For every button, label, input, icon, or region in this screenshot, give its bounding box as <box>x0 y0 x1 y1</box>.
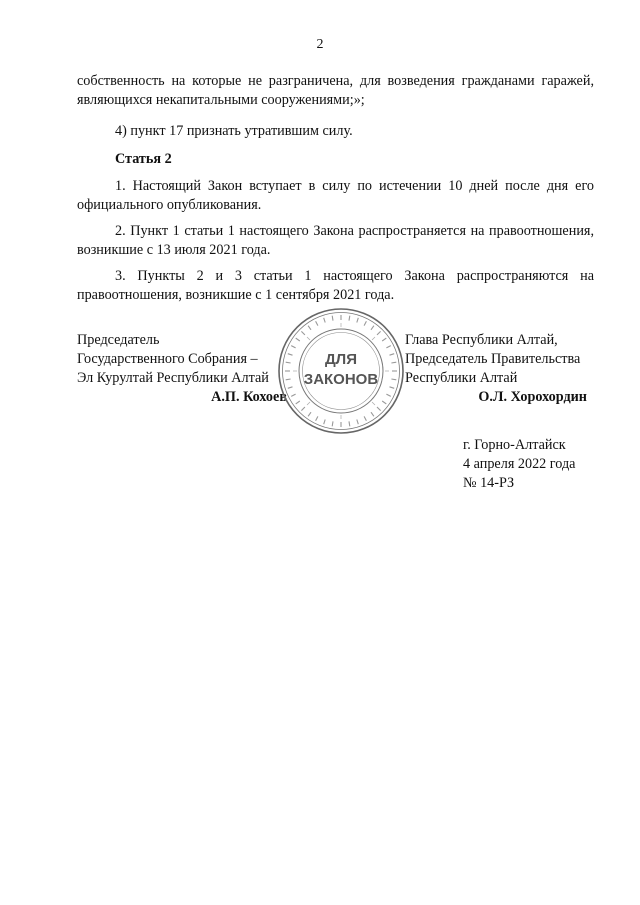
signature-left <box>77 331 287 407</box>
signature-left-name: А.П. Кохоев <box>211 389 287 405</box>
document-body <box>77 72 594 305</box>
document-number: № 14-РЗ <box>463 475 515 491</box>
paragraph-continuation: собственность на которые не разграничена, для возведения гражданами гаражей, являющихся некапитальными сооружениями;»; <box>77 73 594 108</box>
paragraph-item-4: 4) пункт 17 признать утратившим силу. <box>115 123 353 139</box>
place-date-number <box>463 436 575 493</box>
signature-right-title-1: Глава Республики Алтай, <box>405 332 558 348</box>
signature-left-title-2: Государственного Собрания – <box>77 351 258 367</box>
document-date: 4 апреля 2022 года <box>463 456 576 472</box>
place-city: г. Горно-Алтайск <box>463 437 566 453</box>
stamp-text-line-2: ЗАКОНОВ <box>303 371 379 388</box>
official-stamp <box>276 306 406 436</box>
paragraph-article-2-item-3: 3. Пункты 2 и 3 статьи 1 настоящего Закона распространяются на правоотношения, возникшие с 1 сентября 2021 года. <box>77 268 594 303</box>
article-2-heading: Статья 2 <box>115 151 172 167</box>
page-number: 2 <box>316 37 324 52</box>
signature-right-name: О.Л. Хорохордин <box>478 389 587 405</box>
signature-left-title-1: Председатель <box>77 332 160 348</box>
signature-right-title-3: Республики Алтай <box>405 370 518 386</box>
paragraph-article-2-item-2: 2. Пункт 1 статьи 1 настоящего Закона распространяется на правоотношения, возникшие с 13 июля 2021 года. <box>77 223 594 258</box>
signature-right <box>405 331 595 407</box>
signature-left-title-3: Эл Курултай Республики Алтай <box>77 370 269 386</box>
stamp-text-line-1: ДЛЯ <box>325 351 357 368</box>
paragraph-article-2-item-1: 1. Настоящий Закон вступает в силу по истечении 10 дней после дня его официального опубликования. <box>77 178 594 213</box>
signature-right-title-2: Председатель Правительства <box>405 351 581 367</box>
